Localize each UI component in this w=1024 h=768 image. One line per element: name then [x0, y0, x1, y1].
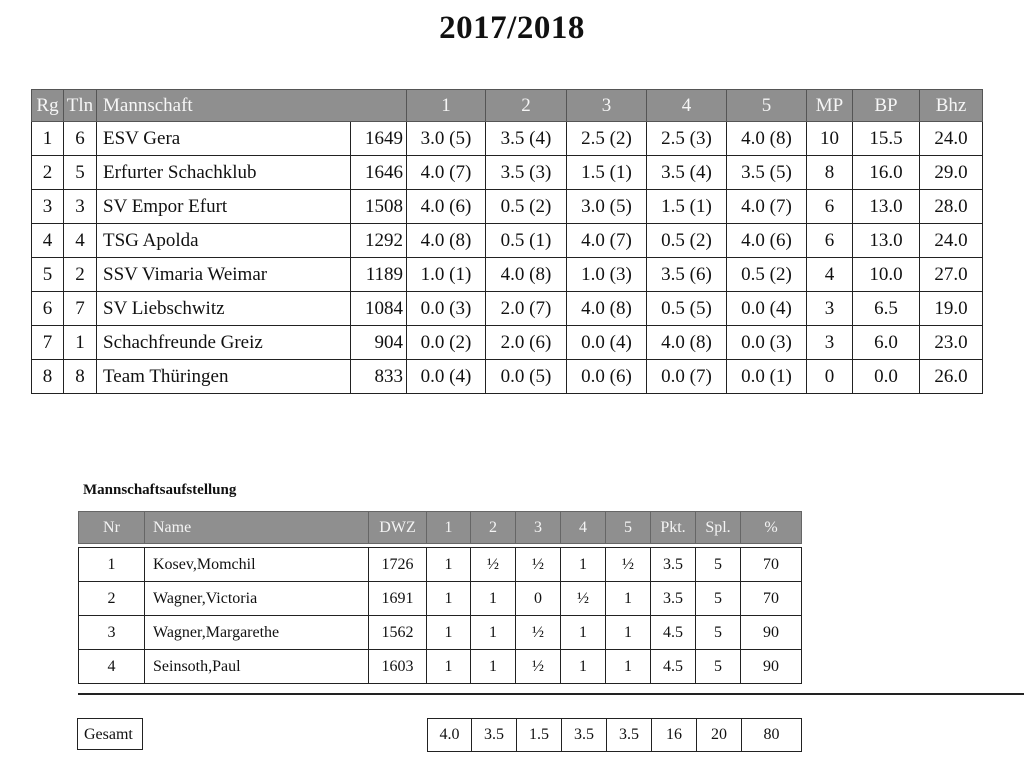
round-5-score-cell: 1: [606, 650, 651, 684]
round-5-result-cell: 0.0 (1): [727, 360, 807, 394]
team-dwz-cell: 1646: [351, 156, 407, 190]
round-3-result-cell: 1.0 (3): [567, 258, 647, 292]
board-number-cell: 4: [79, 650, 145, 684]
round-3-result-cell: 3.0 (5): [567, 190, 647, 224]
match-points-cell: 6: [807, 224, 853, 258]
team-dwz-cell: 904: [351, 326, 407, 360]
team-name-cell: Schachfreunde Greiz: [97, 326, 351, 360]
round-3-result-cell: 0.0 (4): [567, 326, 647, 360]
board-points-cell: 13.0: [853, 224, 920, 258]
round-2-result-cell: 3.5 (4): [486, 122, 567, 156]
round-3-score-cell: ½: [516, 548, 561, 582]
buchholz-cell: 27.0: [920, 258, 983, 292]
buchholz-cell: 28.0: [920, 190, 983, 224]
player-points-cell: 4.5: [651, 650, 696, 684]
team-name-cell: SSV Vimaria Weimar: [97, 258, 351, 292]
buchholz-cell: 29.0: [920, 156, 983, 190]
header-bp: BP: [853, 90, 920, 122]
round-1-score-cell: 1: [427, 582, 471, 616]
board-points-cell: 6.5: [853, 292, 920, 326]
header-points: Pkt.: [651, 512, 696, 544]
match-points-cell: 6: [807, 190, 853, 224]
participant-cell: 7: [64, 292, 97, 326]
round-1-result-cell: 0.0 (4): [407, 360, 486, 394]
standings-row: [32, 360, 983, 394]
board-points-cell: 13.0: [853, 190, 920, 224]
header-mp: MP: [807, 90, 853, 122]
round-4-result-cell: 0.0 (7): [647, 360, 727, 394]
buchholz-cell: 24.0: [920, 122, 983, 156]
player-points-cell: 3.5: [651, 548, 696, 582]
round-5-score-cell: 1: [606, 616, 651, 650]
round-3-result-cell: 1.5 (1): [567, 156, 647, 190]
round-4-result-cell: 0.5 (2): [647, 224, 727, 258]
round-4-score-cell: 1: [561, 616, 606, 650]
team-dwz-cell: 1292: [351, 224, 407, 258]
player-dwz-cell: 1603: [369, 650, 427, 684]
round-5-result-cell: 0.0 (3): [727, 326, 807, 360]
round-3-result-cell: 2.5 (2): [567, 122, 647, 156]
round-2-score-cell: ½: [471, 548, 516, 582]
round-1-result-cell: 1.0 (1): [407, 258, 486, 292]
buchholz-cell: 24.0: [920, 224, 983, 258]
header-team: Mannschaft: [97, 90, 351, 122]
team-dwz-cell: 833: [351, 360, 407, 394]
round-4-result-cell: 1.5 (1): [647, 190, 727, 224]
round-2-result-cell: 2.0 (7): [486, 292, 567, 326]
round-5-result-cell: 4.0 (8): [727, 122, 807, 156]
match-points-cell: 4: [807, 258, 853, 292]
header-nr: Nr: [79, 512, 145, 544]
participant-cell: 4: [64, 224, 97, 258]
team-dwz-cell: 1508: [351, 190, 407, 224]
round-4-result-cell: 3.5 (6): [647, 258, 727, 292]
total-round-2: 3.5: [472, 719, 517, 752]
player-points-cell: 4.5: [651, 616, 696, 650]
round-3-score-cell: ½: [516, 650, 561, 684]
participant-cell: 2: [64, 258, 97, 292]
rank-cell: 2: [32, 156, 64, 190]
header-dwz-blank: [351, 90, 407, 122]
standings-row: [32, 156, 983, 190]
board-number-cell: 3: [79, 616, 145, 650]
board-points-cell: 0.0: [853, 360, 920, 394]
player-percent-cell: 70: [741, 582, 802, 616]
round-5-score-cell: ½: [606, 548, 651, 582]
round-4-score-cell: 1: [561, 650, 606, 684]
match-points-cell: 3: [807, 326, 853, 360]
rank-cell: 7: [32, 326, 64, 360]
player-name-cell: Seinsoth,Paul: [145, 650, 369, 684]
player-dwz-cell: 1691: [369, 582, 427, 616]
round-1-result-cell: 0.0 (2): [407, 326, 486, 360]
lineup-header-row: [79, 512, 802, 544]
round-2-result-cell: 2.0 (6): [486, 326, 567, 360]
round-4-result-cell: 0.5 (5): [647, 292, 727, 326]
header-dwz: DWZ: [369, 512, 427, 544]
header-round-3: 3: [516, 512, 561, 544]
participant-cell: 6: [64, 122, 97, 156]
participant-cell: 3: [64, 190, 97, 224]
player-dwz-cell: 1562: [369, 616, 427, 650]
player-percent-cell: 70: [741, 548, 802, 582]
player-games-cell: 5: [696, 548, 741, 582]
round-3-result-cell: 0.0 (6): [567, 360, 647, 394]
lineup-row: [79, 582, 802, 616]
round-2-result-cell: 4.0 (8): [486, 258, 567, 292]
player-percent-cell: 90: [741, 650, 802, 684]
board-points-cell: 16.0: [853, 156, 920, 190]
divider-line: [78, 693, 1024, 695]
header-round-2: 2: [486, 90, 567, 122]
standings-header-row: [32, 90, 983, 122]
participant-cell: 5: [64, 156, 97, 190]
team-name-cell: TSG Apolda: [97, 224, 351, 258]
player-points-cell: 3.5: [651, 582, 696, 616]
total-round-5: 3.5: [607, 719, 652, 752]
round-2-result-cell: 3.5 (3): [486, 156, 567, 190]
round-4-result-cell: 3.5 (4): [647, 156, 727, 190]
round-3-result-cell: 4.0 (8): [567, 292, 647, 326]
lineup-section-title: Mannschaftsaufstellung: [83, 482, 237, 498]
board-points-cell: 10.0: [853, 258, 920, 292]
standings-row: [32, 258, 983, 292]
header-participant: Tln: [64, 90, 97, 122]
header-round-1: 1: [407, 90, 486, 122]
board-number-cell: 1: [79, 548, 145, 582]
board-points-cell: 15.5: [853, 122, 920, 156]
round-1-result-cell: 0.0 (3): [407, 292, 486, 326]
round-2-score-cell: 1: [471, 616, 516, 650]
rank-cell: 4: [32, 224, 64, 258]
round-5-result-cell: 4.0 (7): [727, 190, 807, 224]
round-5-result-cell: 3.5 (5): [727, 156, 807, 190]
round-4-result-cell: 4.0 (8): [647, 326, 727, 360]
participant-cell: 1: [64, 326, 97, 360]
round-3-score-cell: ½: [516, 616, 561, 650]
totals-table: [427, 718, 802, 752]
team-dwz-cell: 1189: [351, 258, 407, 292]
board-points-cell: 6.0: [853, 326, 920, 360]
header-round-3: 3: [567, 90, 647, 122]
round-4-score-cell: ½: [561, 582, 606, 616]
header-round-4: 4: [561, 512, 606, 544]
team-dwz-cell: 1084: [351, 292, 407, 326]
player-dwz-cell: 1726: [369, 548, 427, 582]
round-1-result-cell: 4.0 (7): [407, 156, 486, 190]
header-games: Spl.: [696, 512, 741, 544]
player-games-cell: 5: [696, 582, 741, 616]
player-games-cell: 5: [696, 616, 741, 650]
header-rank: Rg: [32, 90, 64, 122]
header-round-5: 5: [606, 512, 651, 544]
total-round-3: 1.5: [517, 719, 562, 752]
total-percent: 80: [742, 719, 802, 752]
lineup-table: [78, 511, 802, 684]
total-points: 16: [652, 719, 697, 752]
total-games: 20: [697, 719, 742, 752]
buchholz-cell: 26.0: [920, 360, 983, 394]
lineup-row: [79, 548, 802, 582]
participant-cell: 8: [64, 360, 97, 394]
header-round-4: 4: [647, 90, 727, 122]
round-4-score-cell: 1: [561, 548, 606, 582]
standings-row: [32, 122, 983, 156]
player-games-cell: 5: [696, 650, 741, 684]
round-1-score-cell: 1: [427, 616, 471, 650]
rank-cell: 8: [32, 360, 64, 394]
standings-row: [32, 326, 983, 360]
rank-cell: 6: [32, 292, 64, 326]
team-name-cell: Erfurter Schachklub: [97, 156, 351, 190]
round-2-result-cell: 0.5 (2): [486, 190, 567, 224]
round-2-result-cell: 0.0 (5): [486, 360, 567, 394]
player-name-cell: Wagner,Victoria: [145, 582, 369, 616]
team-name-cell: SV Empor Efurt: [97, 190, 351, 224]
round-2-score-cell: 1: [471, 650, 516, 684]
round-1-result-cell: 4.0 (8): [407, 224, 486, 258]
header-bhz: Bhz: [920, 90, 983, 122]
round-5-result-cell: 4.0 (6): [727, 224, 807, 258]
buchholz-cell: 19.0: [920, 292, 983, 326]
player-name-cell: Kosev,Momchil: [145, 548, 369, 582]
match-points-cell: 8: [807, 156, 853, 190]
round-1-score-cell: 1: [427, 650, 471, 684]
team-dwz-cell: 1649: [351, 122, 407, 156]
total-round-1: 4.0: [428, 719, 472, 752]
match-points-cell: 3: [807, 292, 853, 326]
match-points-cell: 0: [807, 360, 853, 394]
header-name: Name: [145, 512, 369, 544]
round-3-score-cell: 0: [516, 582, 561, 616]
team-name-cell: SV Liebschwitz: [97, 292, 351, 326]
match-points-cell: 10: [807, 122, 853, 156]
lineup-row: [79, 650, 802, 684]
standings-table: [31, 89, 983, 394]
header-percent: %: [741, 512, 802, 544]
header-round-5: 5: [727, 90, 807, 122]
lineup-row: [79, 616, 802, 650]
standings-row: [32, 224, 983, 258]
totals-row: [428, 719, 802, 752]
round-3-result-cell: 4.0 (7): [567, 224, 647, 258]
header-round-1: 1: [427, 512, 471, 544]
buchholz-cell: 23.0: [920, 326, 983, 360]
round-5-score-cell: 1: [606, 582, 651, 616]
rank-cell: 5: [32, 258, 64, 292]
round-1-result-cell: 3.0 (5): [407, 122, 486, 156]
header-round-2: 2: [471, 512, 516, 544]
player-name-cell: Wagner,Margarethe: [145, 616, 369, 650]
board-number-cell: 2: [79, 582, 145, 616]
round-5-result-cell: 0.0 (4): [727, 292, 807, 326]
standings-row: [32, 292, 983, 326]
team-name-cell: Team Thüringen: [97, 360, 351, 394]
player-percent-cell: 90: [741, 616, 802, 650]
standings-row: [32, 190, 983, 224]
round-2-score-cell: 1: [471, 582, 516, 616]
team-name-cell: ESV Gera: [97, 122, 351, 156]
total-round-4: 3.5: [562, 719, 607, 752]
round-5-result-cell: 0.5 (2): [727, 258, 807, 292]
round-1-result-cell: 4.0 (6): [407, 190, 486, 224]
round-1-score-cell: 1: [427, 548, 471, 582]
round-4-result-cell: 2.5 (3): [647, 122, 727, 156]
total-label: Gesamt: [77, 718, 143, 750]
round-2-result-cell: 0.5 (1): [486, 224, 567, 258]
rank-cell: 1: [32, 122, 64, 156]
rank-cell: 3: [32, 190, 64, 224]
page-title: 2017/2018: [439, 10, 585, 46]
